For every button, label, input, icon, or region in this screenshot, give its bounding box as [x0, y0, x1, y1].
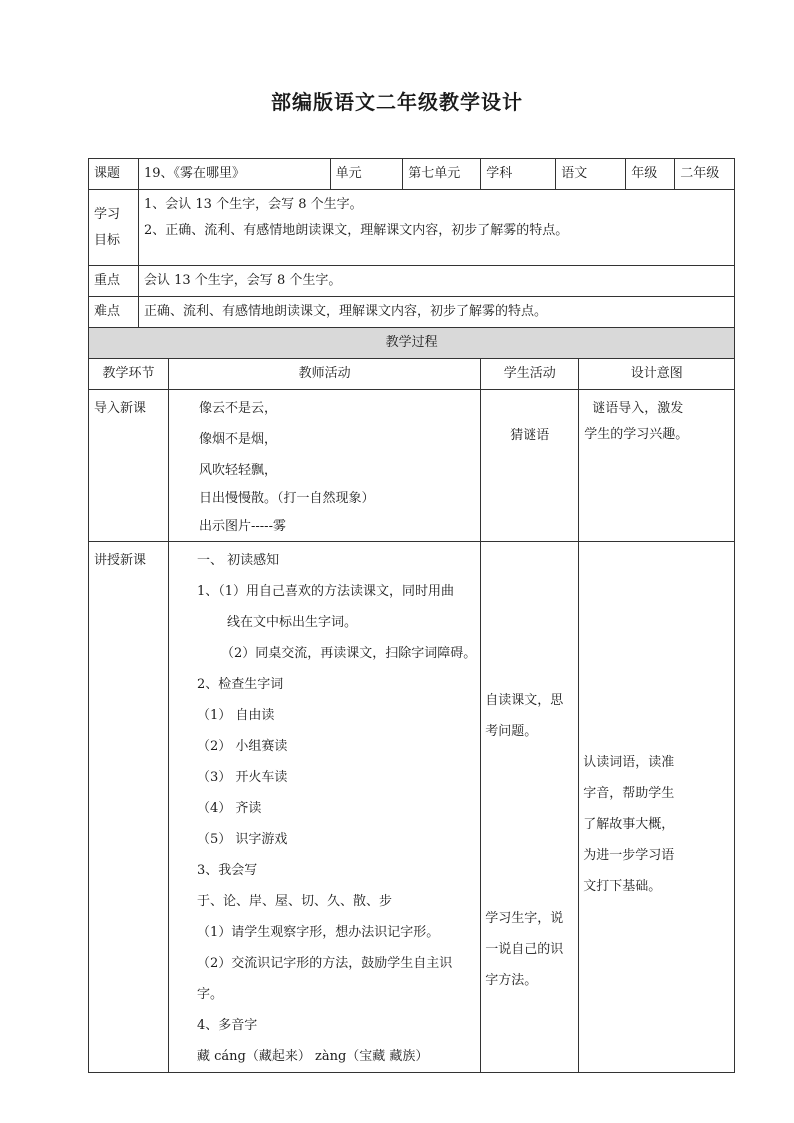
goals-label-line1: 学习 [94, 206, 121, 222]
key-row [89, 266, 735, 297]
lecture-teacher-line: （2） 小组赛读 [197, 739, 288, 754]
goal-item: 1、会认 13 个生字，会写 8 个生字。 [144, 197, 363, 212]
lecture-intent [579, 542, 735, 1073]
lecture-teacher-line: （4） 齐读 [197, 801, 262, 816]
lecture-teacher-line: 一、 初读感知 [197, 553, 280, 568]
grade-label: 年级 [626, 159, 675, 190]
lecture-student-line: 考问题。 [485, 724, 538, 739]
lecture-teacher-line: 于、论、岸、屋、切、久、散、步 [197, 894, 393, 909]
difficult-row [89, 297, 735, 328]
lecture-teacher-line: 线在文中标出生字词。 [227, 615, 358, 630]
difficult-value: 正确、流利、有感情地朗读课文，理解课文内容，初步了解雾的特点。 [139, 297, 735, 328]
lecture-teacher-line: （1）请学生观察字形，想办法识记字形。 [197, 925, 440, 940]
meta-row [89, 159, 735, 190]
lecture-teacher-line: 藏 cáng（藏起来） zàng（宝藏 藏族） [197, 1049, 429, 1064]
lecture-student-line: 字方法。 [485, 973, 538, 988]
course-value: 19、《雾在哪里》 [139, 159, 331, 190]
intro-intent-line: 谜语导入，激发 [592, 401, 684, 416]
lecture-stage [89, 542, 169, 1073]
lecture-teacher-line: （2）交流识记字形的方法，鼓励学生自主识 [197, 956, 453, 971]
lecture-student-line: 一说自己的识 [485, 942, 564, 957]
lecture-teacher-line: （5） 识字游戏 [197, 832, 288, 847]
lecture-intent-line: 认读词语，读准 [583, 755, 675, 770]
intro-stage [89, 390, 169, 542]
lecture-intent-line: 文打下基础。 [583, 879, 662, 894]
page-title: 部编版语文二年级教学设计 [271, 90, 523, 114]
lecture-intent-line: 了解故事大概， [583, 817, 675, 832]
col-header-intent: 设计意图 [579, 359, 735, 390]
lecture-teacher-line: 4、多音字 [197, 1018, 258, 1033]
difficult-label: 难点 [89, 297, 139, 328]
intro-intent [579, 390, 735, 542]
lecture-intent-line: 为进一步学习语 [583, 848, 675, 863]
subject-label: 学科 [481, 159, 556, 190]
lecture-stage-label: 讲授新课 [94, 553, 147, 568]
intro-teacher-line: 风吹轻轻飘， [199, 463, 278, 478]
goals-content [139, 190, 735, 266]
subject-value: 语文 [556, 159, 626, 190]
lecture-teacher-line: 1、（1）用自己喜欢的方法读课文，同时用曲 [197, 584, 455, 599]
lecture-teacher-line: 2、检查生字词 [197, 677, 284, 692]
process-header-row [89, 328, 735, 359]
intro-row [89, 390, 735, 542]
lecture-teacher-line: （1） 自由读 [197, 708, 275, 723]
intro-stage-label: 导入新课 [94, 401, 147, 416]
intro-teacher-line: 出示图片-----雾 [199, 519, 286, 534]
key-value: 会认 13 个生字，会写 8 个生字。 [139, 266, 735, 297]
intro-student-text: 猜谜语 [510, 428, 550, 443]
intro-intent-line: 学生的学习兴趣。 [584, 427, 689, 442]
grade-value: 二年级 [675, 159, 735, 190]
unit-label: 单元 [330, 159, 403, 190]
column-header-row [89, 359, 735, 390]
lecture-student-line: 自读课文，思 [485, 693, 564, 708]
col-header-teacher: 教师活动 [169, 359, 481, 390]
key-label: 重点 [89, 266, 139, 297]
lecture-teacher [169, 542, 481, 1073]
lecture-student [481, 542, 579, 1073]
lesson-plan-table [88, 158, 735, 1073]
course-label: 课题 [89, 159, 139, 190]
lecture-teacher-line: （3） 开火车读 [197, 770, 288, 785]
lecture-teacher-line: 3、我会写 [197, 863, 258, 878]
goals-row [89, 190, 735, 266]
intro-teacher-line: 日出慢慢散。（打一自然现象） [199, 491, 375, 506]
col-header-student: 学生活动 [481, 359, 579, 390]
goals-label-line2: 目标 [94, 232, 121, 248]
lecture-teacher-line: 字。 [197, 987, 224, 1002]
lecture-teacher-line: （2）同桌交流，再读课文，扫除字词障碍。 [221, 646, 477, 661]
process-header: 教学过程 [89, 328, 735, 359]
intro-student [481, 390, 579, 542]
lecture-student-line: 学习生字，说 [485, 911, 564, 926]
goal-item: 2、正确、流利、有感情地朗读课文，理解课文内容，初步了解雾的特点。 [144, 223, 569, 238]
goals-label [89, 190, 139, 266]
col-header-stage: 教学环节 [89, 359, 169, 390]
intro-teacher-line: 像云不是云， [199, 401, 278, 416]
intro-teacher-line: 像烟不是烟， [199, 432, 278, 447]
intro-teacher [169, 390, 481, 542]
unit-value: 第七单元 [403, 159, 481, 190]
lecture-row [89, 542, 735, 1073]
lecture-intent-line: 字音，帮助学生 [583, 786, 675, 801]
